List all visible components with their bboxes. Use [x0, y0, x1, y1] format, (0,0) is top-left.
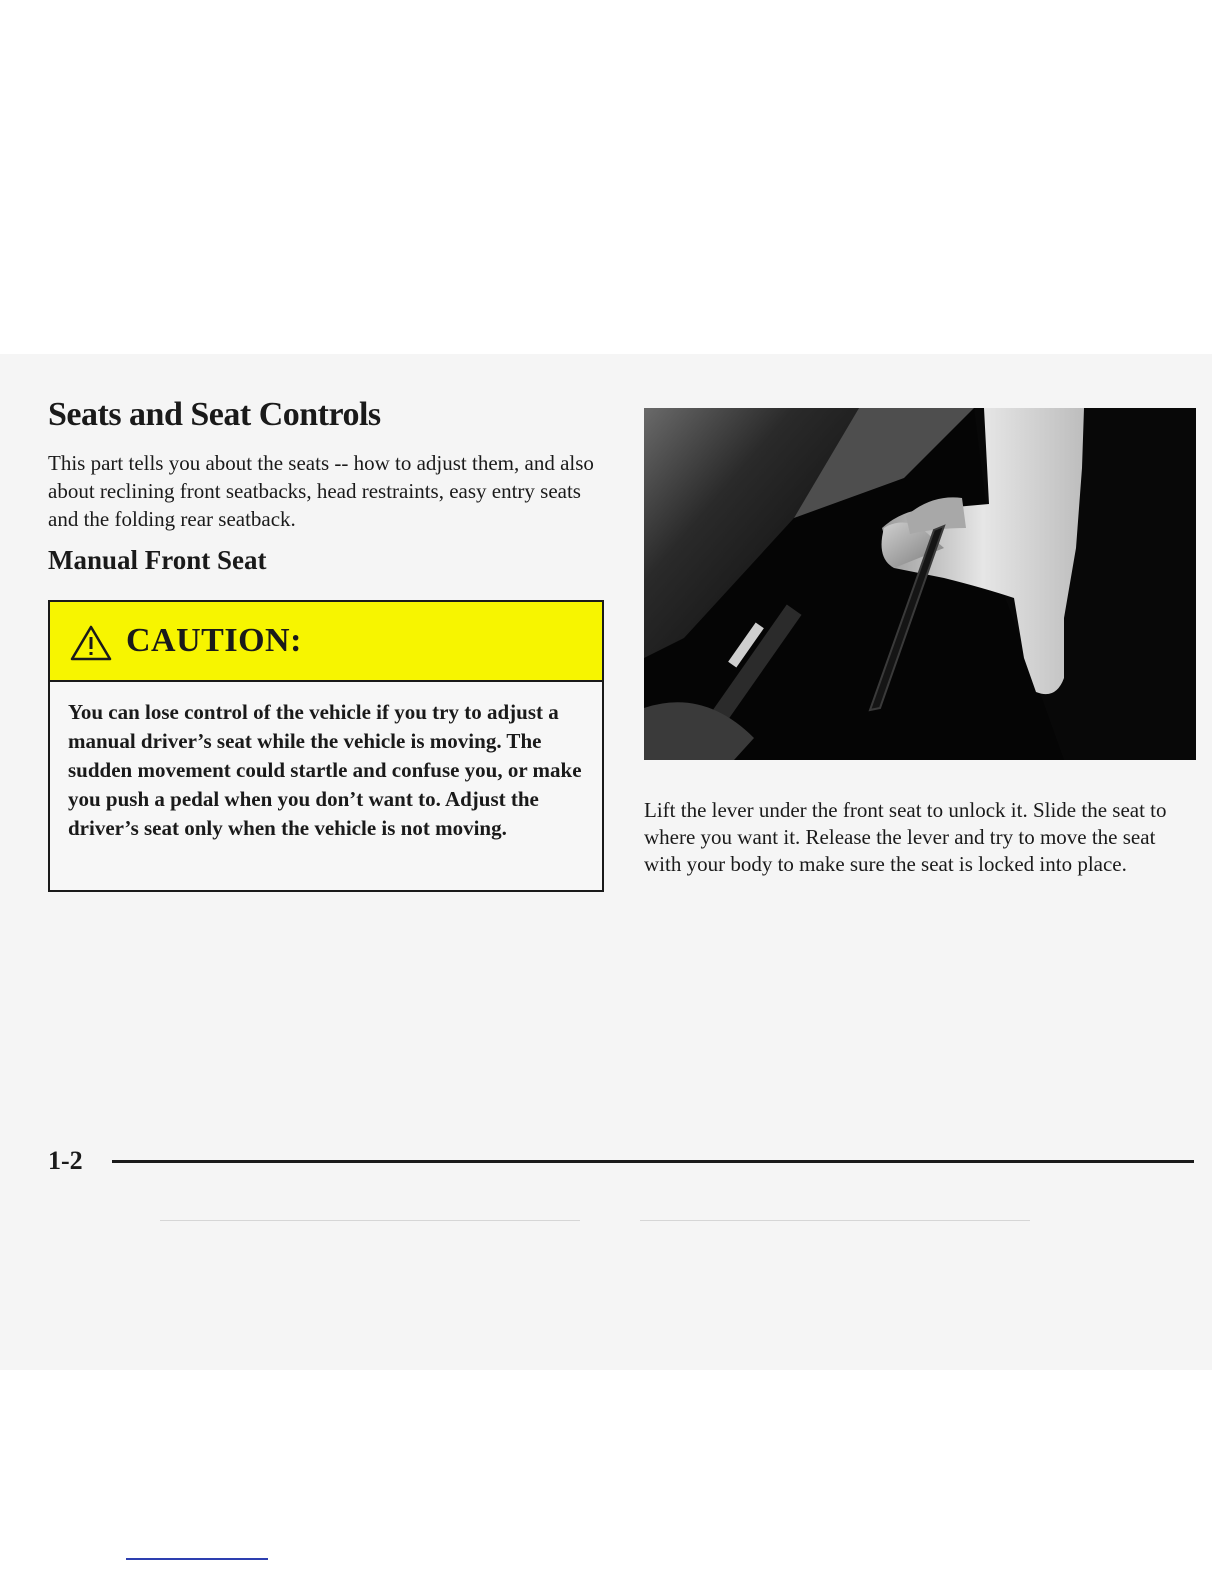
caution-box [48, 600, 604, 892]
caution-title: CAUTION: [126, 622, 302, 659]
lever-instructions: Lift the lever under the front seat to unlock it. Slide the seat to where you want it. Release the lever and try to move the seat with your body to make sure the seat is locked into place. [644, 798, 1167, 876]
section-title: Seats and Seat Controls [48, 396, 381, 433]
warning-triangle-icon [70, 625, 112, 661]
scan-artifact-line [640, 1220, 1030, 1221]
subsection-title: Manual Front Seat [48, 545, 267, 575]
page-number: 1-2 [48, 1146, 83, 1175]
seat-lever-photo [644, 408, 1196, 760]
section-intro: This part tells you about the seats -- how to adjust them, and also about reclining front seatbacks, head restraints, easy entry seats and the folding rear seatback. [48, 451, 594, 531]
scan-artifact-line [160, 1220, 580, 1221]
caution-text: You can lose control of the vehicle if you try to adjust a manual driver’s seat while the vehicle is moving. The sudden movement could startle and confuse you, or make you push a pedal when you don’t want to. Adjust the driver’s seat only when the vehicle is not moving. [68, 700, 582, 840]
footer-rule [112, 1160, 1194, 1163]
bottom-mark [126, 1558, 268, 1560]
caution-header [50, 602, 602, 682]
